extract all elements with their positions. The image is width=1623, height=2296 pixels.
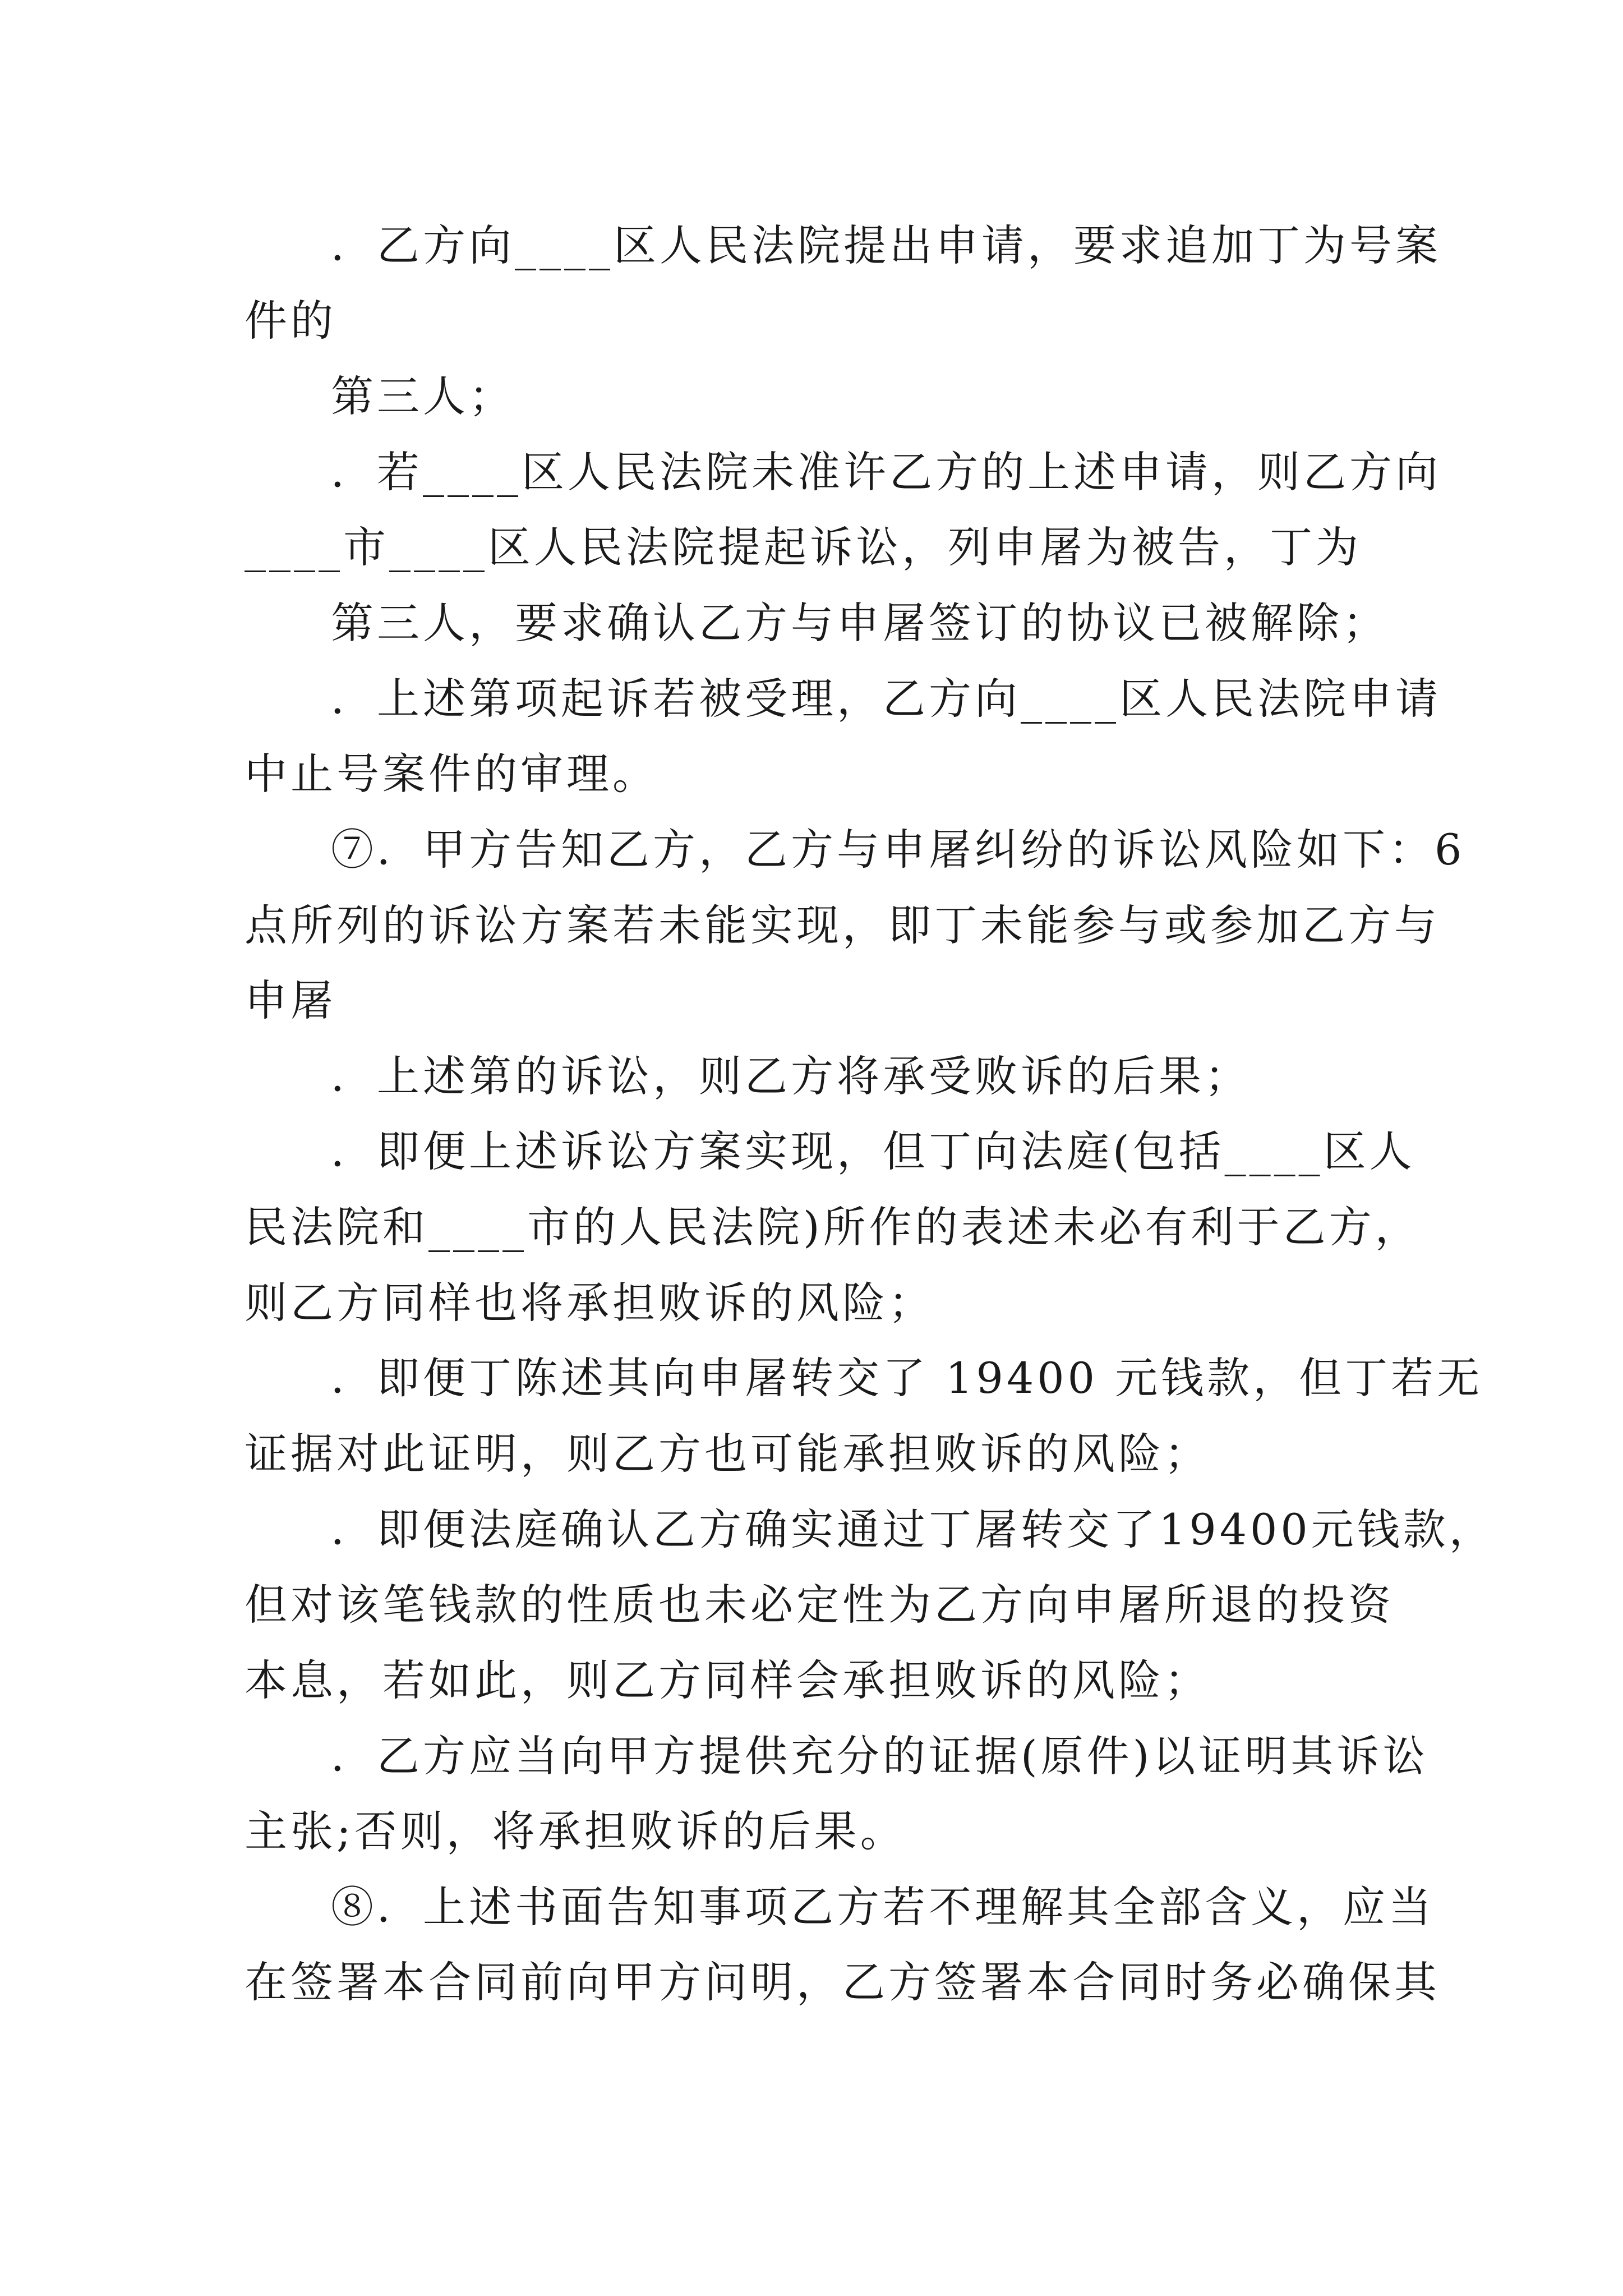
text-line: ．即便法庭确认乙方确实通过丁屠转交了19400元钱款， bbox=[331, 1504, 1495, 1554]
text-line: ．乙方应当向甲方提供充分的证据(原件)以证明其诉讼 bbox=[331, 1731, 1429, 1781]
text-line: ⑦．甲方告知乙方，乙方与申屠纠纷的诉讼风险如下：6 bbox=[331, 825, 1465, 875]
text-line: 点所列的诉讼方案若未能实现，即丁未能参与或参加乙方与 bbox=[245, 900, 1440, 950]
text-line: ．上述第的诉讼，则乙方将承受败诉的后果； bbox=[331, 1051, 1251, 1101]
text-line: 申屠 bbox=[245, 976, 336, 1025]
text-line: 第三人，要求确认乙方与申屠签订的协议已被解除； bbox=[331, 598, 1389, 648]
text-line: ．即便上述诉讼方案实现，但丁向法庭(包括____区人 bbox=[331, 1126, 1415, 1176]
text-line: ．上述第项起诉若被受理，乙方向____区人民法院申请 bbox=[331, 674, 1441, 724]
text-line: 本息，若如此，则乙方同样会承担败诉的风险； bbox=[245, 1655, 1210, 1705]
text-line: ____市____区人民法院提起诉讼，列申屠为被告，丁为 bbox=[245, 522, 1362, 572]
text-line: 民法院和____市的人民法院)所作的表述未必有利于乙方， bbox=[245, 1202, 1421, 1252]
text-line: 则乙方同样也将承担败诉的风险； bbox=[245, 1278, 934, 1328]
text-line: 主张;否则，将承担败诉的后果。 bbox=[245, 1806, 906, 1856]
text-line: ⑧．上述书面告知事项乙方若不理解其全部含义，应当 bbox=[331, 1882, 1435, 1932]
text-line: ．即便丁陈述其向申屠转交了 19400 元钱款，但丁若无 bbox=[331, 1353, 1483, 1403]
text-line: 第三人； bbox=[331, 371, 515, 421]
text-line: 在签署本合同前向甲方问明，乙方签署本合同时务必确保其 bbox=[245, 1957, 1440, 2007]
text-line: ．乙方向____区人民法院提出申请，要求追加丁为号案 bbox=[331, 220, 1441, 270]
text-line: 但对该笔钱款的性质也未必定性为乙方向申屠所退的投资 bbox=[245, 1580, 1394, 1630]
text-line: 件的 bbox=[245, 296, 336, 346]
text-line: ．若____区人民法院未准许乙方的上述申请，则乙方向 bbox=[331, 447, 1441, 497]
text-line: 证据对此证明，则乙方也可能承担败诉的风险； bbox=[245, 1429, 1210, 1479]
text-line: 中止号案件的审理。 bbox=[245, 749, 658, 799]
